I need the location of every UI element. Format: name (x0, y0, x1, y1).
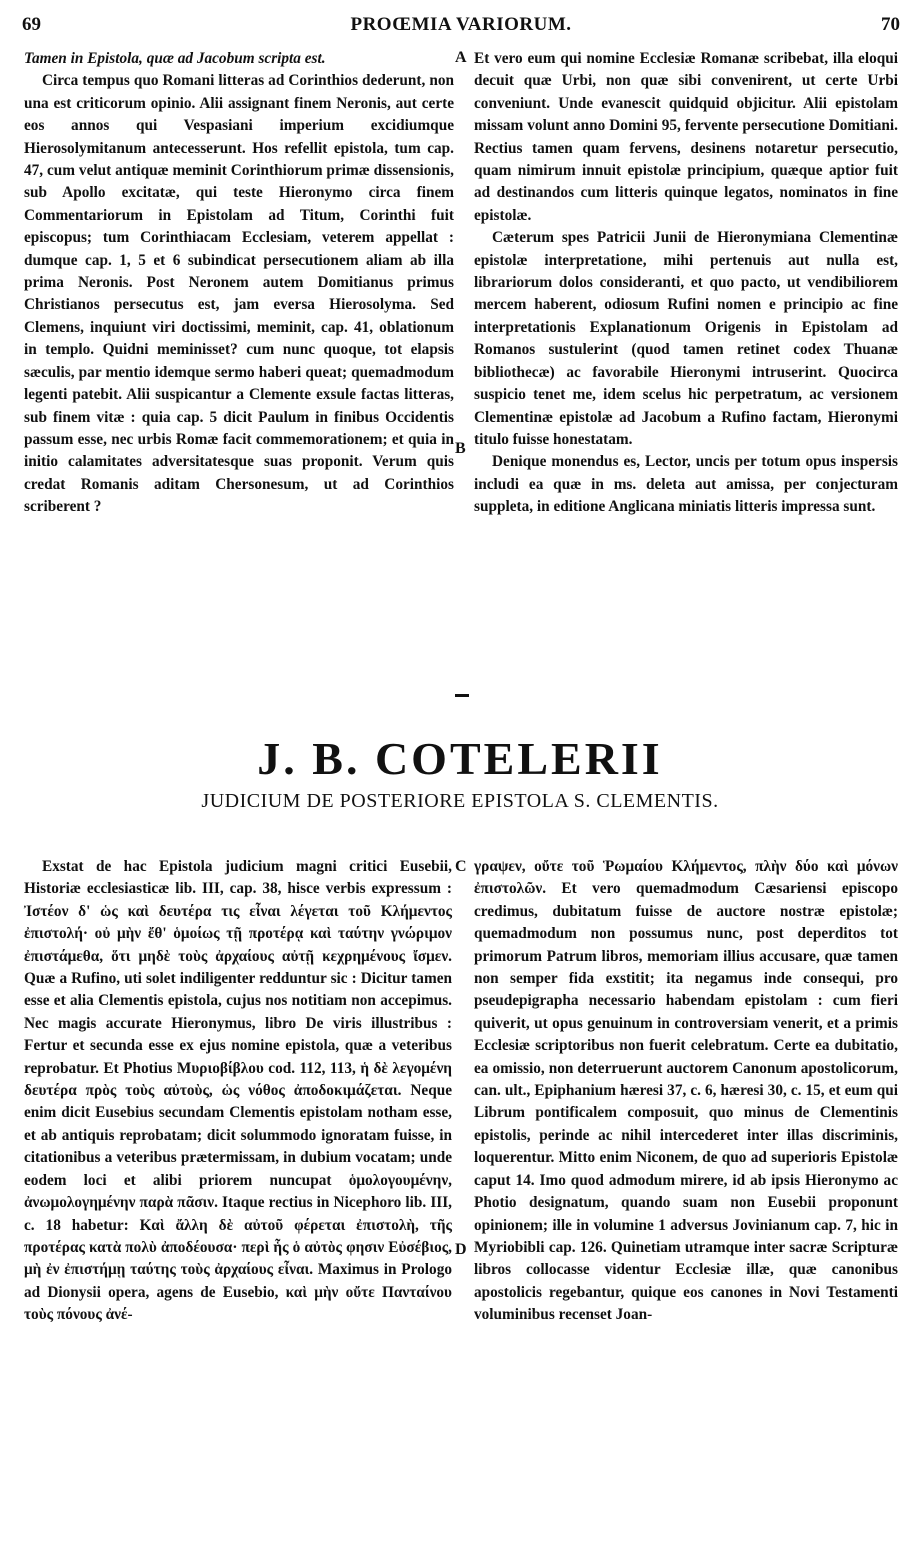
bottom-left-column (24, 856, 452, 1327)
heading-text: Tamen in Epistola, quæ ad Jacobum scripta est. (24, 50, 326, 67)
paragraph: γραψεν, οὔτε τοῦ Ῥωμαίου Κλήμεντος, πλὴν δύο καὶ μόνων ἐπιστολῶν. Et vero quemadmodum Cæsariensi episcopo credimus, dubitatum fuisse de auctore nostræ epistolæ; quemadmodum non possumus nunc, post deperditos tot primorum Patrum libros, memoriam illius accusare, quæ tamen non semper fida exstitit; ita negamus inde consequi, pro pseudepigrapha necessario habendam epistolam : cum fieri quiverit, ut opus genuinum in controversiam venerit, et a primis Ecclesiæ scriptoribus non fuerit celebratum. Certe ea dubitatio, ea omissio, non deterruerunt auctorem Canonum apostolicorum, can. ult., Epiphanium hæresi 37, c. 6, hæresi 30, c. 15, et eum qui Librum pontificalem composuit, quo minus de Clementinis epistolis, perinde ac nihil intercederet inter illas discriminis, loquerentur. Mitto enim Niconem, de quo ad superioris Epistolæ caput 14. Imo quod admodum mirere, id ab ipsis Hieronymo ac Photio designatum, quando suam non Eusebii proponunt opinionem; ille in volumine 1 adversus Jovinianum cap. 7, hic in Myriobibli cap. 126. Quinetiam utramque inter sacræ Scripturæ libros collocasse videntur Ecclesiæ illæ, quæ canonibus apostolicis regebantur, quique eos canones in Novi Testamenti voluminibus recenset Joan- (474, 858, 898, 1324)
page-number-right: 70 (881, 14, 900, 35)
top-left-column (24, 48, 454, 519)
page-number-left: 69 (22, 14, 41, 35)
paragraph: Denique monendus es, Lector, uncis per totum opus inspersis includi ea quæ in ms. deleta aut amissa, per conjecturam suppleta, in editione Anglicana miniatis litteris impressa sunt. (474, 453, 898, 516)
section-title: J. B. COTELERII (257, 733, 663, 784)
margin-marker-c: C (455, 858, 467, 875)
margin-marker-a: A (455, 49, 467, 66)
top-right-column (474, 48, 898, 519)
paragraph: Cæterum spes Patricii Junii de Hieronymiana Clementinæ epistolæ interpretatione, mihi pertenuis aut nulla est, librariorum dolos consideranti, et quo pacto, ut vendibiliorem mercem haberent, odiosum Rufini nomen e principio ac fine interpretationis Explanationum Origenis in Epistolam ad Romanos sustulerint (quod tamen retinet codex Thuanæ bibliothecæ) ac favorabile Hieronymi intruserint. Quocirca suspicio tenet me, idem scelus hic perpetratum, ac versionem Clementinæ epistolæ ad Jacobum a Rufino factam, Hieronymi titulo fuisse honestatam. (474, 229, 898, 448)
running-title: PROŒMIA VARIORUM. (350, 14, 572, 35)
margin-marker-d: D (455, 1241, 467, 1258)
margin-marker-b: B (455, 440, 466, 457)
paragraph: Circa tempus quo Romani litteras ad Corinthios dederunt, non una est criticorum opinio. Alii assignant finem Neronis, aut certe eos annos qui Vespasiani imperium excidiumque Hierosolymitanum antecesserunt. Hos refellit epistola, tum cap. 47, cum velut antiquæ meminit Corinthiorum primæ dissensionis, sub Apollo excitatæ, qui teste Hieronymo circa finem Commentariorum in Epistolam ad Titum, Corinthi fuit episcopus; tum Corinthiacam Ecclesiam, veterem appellat : dumque cap. 1, 5 et 6 subindicat persecutionem aliam ab illa prima Neronis. Post Neronem autem Domitianus primus Christianos persecutus est, jam eversa Hierosolyma. Sed Clemens, inquiunt viri doctissimi, meminit, cap. 41, oblationum in templo. Quidni meminisset? cum nunc quoque, tot elapsis sæculis, par mentio idemque sermo haberi queat; quemadmodum legenti patebit. Alii suspicantur a Clemente exsule factas litteras, sub finem vitæ : quia cap. 5 dicit Paulum in finibus Occidentis passum esse, nec urbis Romæ facit commemorationem; et quia in initio calamitates adversitatesque suas proponit. Verum quis credat Romanis aditam Chersonesum, ut ad Corinthios scriberent ? (24, 72, 454, 516)
running-header (22, 14, 900, 42)
section-subtitle: JUDICIUM DE POSTERIORE EPISTOLA S. CLEMENTIS. (201, 790, 719, 812)
section-divider (455, 694, 469, 697)
bottom-right-column (474, 856, 898, 1327)
paragraph: Et vero eum qui nomine Ecclesiæ Romanæ scribebat, illa eloqui decuit quæ Urbi, non quæ sibi convenirent, ut certe Urbi conveniunt. Unde evanescit quidquid objicitur. Alii epistolam missam volunt anno Domini 95, fervente persecutione Domitiani. Rectius tamen quam fervens, desinens notaretur persecutio, quam nimirum innuit epistolæ principium, quæque aptior fuit ad destinandos cum litteris quinque legatos, nominatos in fine epistolæ. (474, 50, 898, 224)
column-heading (24, 48, 454, 70)
paragraph: Exstat de hac Epistola judicium magni critici Eusebii, Historiæ ecclesiasticæ lib. III, cap. 38, hisce verbis expressum : Ἰστέον δ' ὡς καὶ δευτέρα τις εἶναι λέγεται τοῦ Κλήμεντος ἐπιστολή· οὐ μὴν ἔθ' ὁμοίως τῇ προτέρᾳ καὶ ταύτην γνώριμον ἐπιστάμεθα, ὅτι μηδὲ τοὺς ἀρχαίους αὐτῇ κεχρημένους ἴσμεν. Quæ a Rufino, uti solet indiligenter redduntur sic : Dicitur tamen esse et alia Clementis epistola, cujus nos notitiam non accepimus. Nec magis accurate Hieronymus, libro De viris illustribus : Fertur et secunda esse ex ejus nomine epistola, quæ a veteribus reprobatur. Et Photius Μυριοβίβλου cod. 112, 113, ἡ δὲ λεγομένη δευτέρα πρὸς τοὺς αὐτοὺς, ὡς νόθος ἀποδοκιμάζεται. Neque enim dicit Eusebius secundam Clementis epistolam notham esse, et ab antiquis reprobatam; dicit solummodo ignoratam fuisse, in citationibus a veteribus prætermissam, in dubium vocatam; unde eodem loci et alibi priorem nuncupat ὁμολογουμένην, ἀνωμολογημένην παρὰ πᾶσιν. Itaque rectius in Nicephoro lib. III, c. 18 habetur: Καὶ ἄλλη δὲ αὐτοῦ φέρεται ἐπιστολὴ, τῆς προτέρας κατὰ πολὺ ἀποδέουσα· περὶ ἧς ὁ αὐτὸς φησιν Εὐσέβιος, μὴ ἐν ἐπιστήμῃ ταύτης τοὺς ἀρχαίους εἶναι. Maximus in Prologo ad Dionysii opera, agens de Eusebio, καὶ μὴν οὔτε Πανταίνου τοὺς πόνους ἀνέ- (24, 858, 452, 1324)
